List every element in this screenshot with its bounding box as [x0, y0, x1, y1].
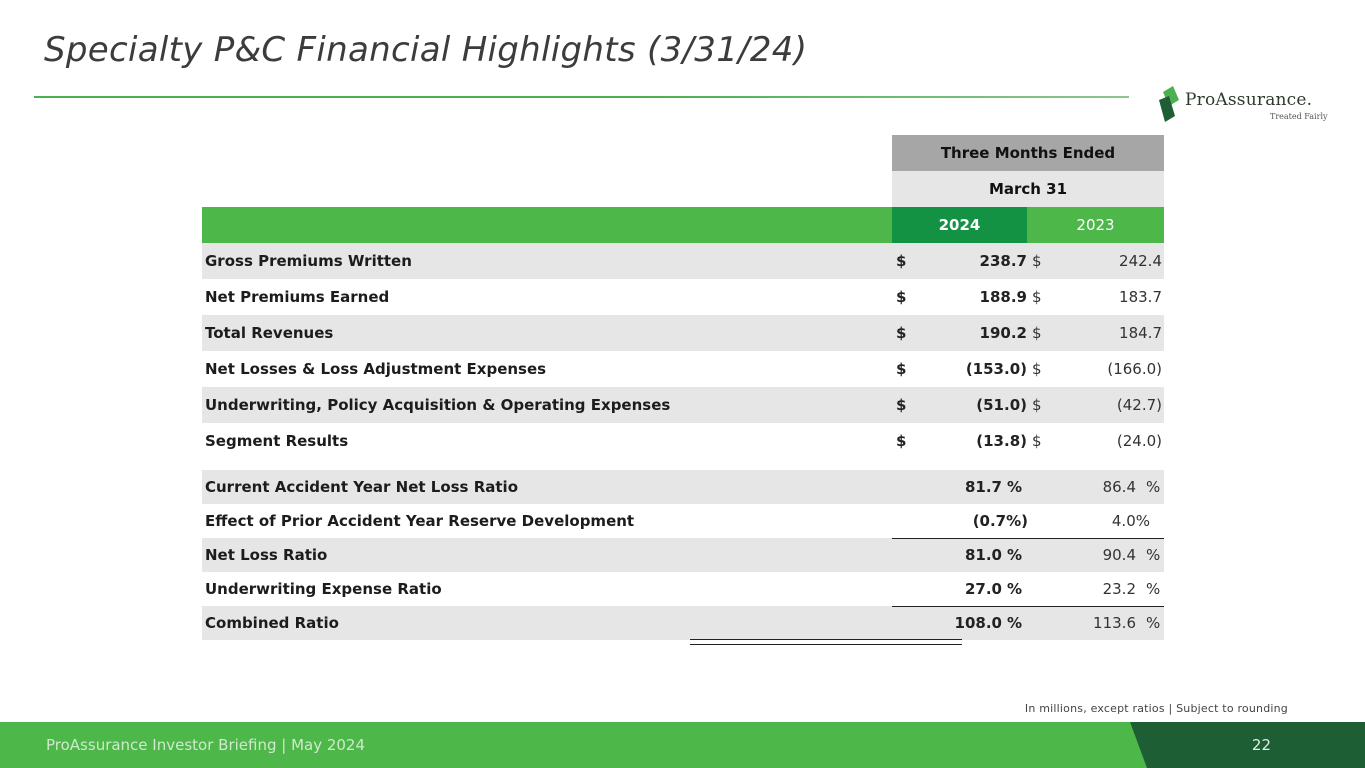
prior-currency: $ [1032, 252, 1042, 270]
prior-currency: $ [1032, 396, 1042, 414]
ratio-row [202, 606, 1164, 640]
company-logo [1157, 86, 1337, 126]
current-value: (13.8) [976, 432, 1027, 450]
prior-ratio-unit: % [1146, 546, 1161, 564]
logo-wordmark: ProAssurance. [1185, 90, 1313, 110]
slide-title: Specialty P&C Financial Highlights (3/31/24) [44, 30, 808, 70]
footer-accent [1130, 722, 1365, 768]
prior-value: 242.4 [1119, 252, 1162, 270]
prior-ratio: 4.0% [1111, 512, 1150, 530]
financial-highlights-table [202, 135, 1164, 640]
year-prior: 2023 [1076, 216, 1115, 234]
header-period-row [202, 135, 1164, 171]
current-ratio: 108.0 [954, 614, 1002, 632]
prior-value: 184.7 [1119, 324, 1162, 342]
prior-currency: $ [1032, 432, 1042, 450]
prior-currency: $ [1032, 360, 1042, 378]
row-label: Segment Results [205, 432, 349, 450]
ratio-label: Current Accident Year Net Loss Ratio [205, 478, 518, 496]
row-label: Net Premiums Earned [205, 288, 390, 306]
row-label: Net Losses & Loss Adjustment Expenses [205, 360, 547, 378]
table-row [202, 351, 1164, 387]
table-row [202, 279, 1164, 315]
current-value: (153.0) [965, 360, 1027, 378]
ratio-label: Underwriting Expense Ratio [205, 580, 442, 598]
table-row [202, 315, 1164, 351]
current-currency: $ [896, 432, 907, 450]
table-row [202, 243, 1164, 279]
current-value: 238.7 [979, 252, 1027, 270]
prior-currency: $ [1032, 324, 1042, 342]
table-row [202, 423, 1164, 459]
prior-ratio: 90.4 [1102, 546, 1136, 564]
ratio-label: Combined Ratio [205, 614, 339, 632]
prior-currency: $ [1032, 288, 1042, 306]
ratio-row [202, 470, 1164, 504]
current-value: (51.0) [976, 396, 1027, 414]
row-label: Underwriting, Policy Acquisition & Operating Expenses [205, 396, 671, 414]
prior-ratio: 23.2 [1102, 580, 1136, 598]
current-currency: $ [896, 252, 907, 270]
ratio-row [202, 572, 1164, 606]
logo-mark-icon [1157, 86, 1183, 122]
current-ratio-unit: % [1007, 478, 1023, 496]
ratio-row [202, 504, 1164, 538]
row-label: Gross Premiums Written [205, 252, 412, 270]
current-ratio-unit: % [1007, 580, 1023, 598]
prior-ratio: 113.6 [1093, 614, 1136, 632]
current-currency: $ [896, 396, 907, 414]
current-ratio-unit: % [1007, 614, 1023, 632]
title-divider [34, 96, 1129, 98]
prior-value: 183.7 [1119, 288, 1162, 306]
logo-tagline: Treated Fairly [1270, 112, 1328, 121]
ratio-label: Net Loss Ratio [205, 546, 328, 564]
current-ratio: 27.0 [964, 580, 1002, 598]
prior-ratio-unit: % [1146, 478, 1161, 496]
header-date: March 31 [892, 171, 1164, 207]
footer-text: ProAssurance Investor Briefing | May 2024 [46, 736, 366, 754]
header-period: Three Months Ended [892, 135, 1164, 171]
current-value: 188.9 [979, 288, 1027, 306]
current-value: 190.2 [979, 324, 1027, 342]
prior-ratio-unit: % [1146, 614, 1161, 632]
year-header-row [202, 207, 1164, 243]
current-currency: $ [896, 288, 907, 306]
current-ratio-unit: % [1007, 546, 1023, 564]
footnote: In millions, except ratios | Subject to rounding [1024, 702, 1288, 715]
prior-ratio: 86.4 [1102, 478, 1136, 496]
prior-ratio-unit: % [1146, 580, 1161, 598]
current-ratio: 81.7 [964, 478, 1002, 496]
year-current: 2024 [892, 207, 1027, 243]
row-label: Total Revenues [205, 324, 334, 342]
prior-value: (42.7) [1116, 396, 1162, 414]
combined-ratio-double-underline [690, 639, 962, 645]
ratio-row [202, 538, 1164, 572]
ratio-label: Effect of Prior Accident Year Reserve Development [205, 512, 635, 530]
current-ratio: 81.0 [964, 546, 1002, 564]
header-date-row [202, 171, 1164, 207]
page-number: 22 [1251, 736, 1271, 754]
prior-value: (166.0) [1107, 360, 1162, 378]
prior-value: (24.0) [1116, 432, 1162, 450]
current-currency: $ [896, 324, 907, 342]
current-ratio: (0.7%) [972, 512, 1028, 530]
table-row [202, 387, 1164, 423]
current-currency: $ [896, 360, 907, 378]
